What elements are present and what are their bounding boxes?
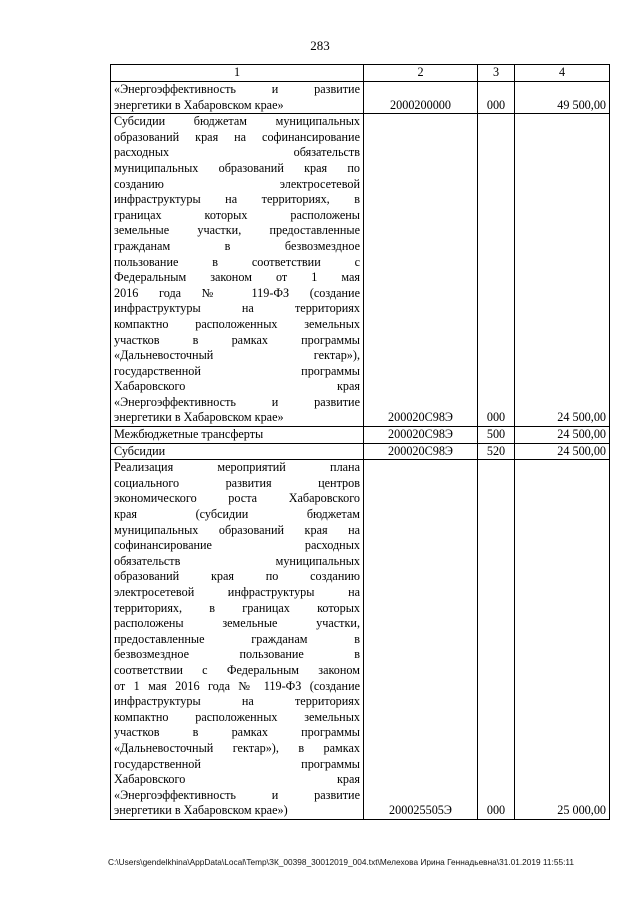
row-name-line: «Дальневосточный гектар»), в рамках bbox=[114, 740, 360, 755]
row-name-line: Реализация мероприятий плана bbox=[114, 460, 360, 475]
budget-table bbox=[110, 64, 610, 820]
column-header-1: 1 bbox=[111, 65, 364, 82]
row-code-cell: 200020С98Э bbox=[364, 427, 478, 444]
table-row bbox=[111, 460, 610, 820]
row-name-line: созданию электросетевой bbox=[114, 176, 360, 191]
row-name-line: социального развития центров bbox=[114, 475, 360, 490]
file-path-footer: C:\Users\gendelkhina\AppData\Local\Temp\ЗК_00398_30012019_004.txt\Мелехова Ирина Геннадьевна\31.01.2019 11:55:11 bbox=[108, 857, 574, 867]
row-name-cell bbox=[111, 460, 364, 820]
table-header-row bbox=[111, 65, 610, 82]
row-name-line: компактно расположенных земельных bbox=[114, 316, 360, 331]
table-row bbox=[111, 114, 610, 427]
table-row bbox=[111, 82, 610, 114]
row-name-line: «Энергоэффективность и развитие bbox=[114, 82, 360, 96]
row-name-line: безвозмездное пользование в bbox=[114, 647, 360, 662]
row-type-cell: 000 bbox=[478, 82, 515, 114]
row-name-line: экономического роста Хабаровского bbox=[114, 491, 360, 506]
row-amount-cell: 25 000,00 bbox=[515, 460, 610, 820]
row-name-line: пользование в соответствии с bbox=[114, 254, 360, 269]
row-name-line: границах которых расположены bbox=[114, 207, 360, 222]
row-name-line: участков в рамках программы bbox=[114, 725, 360, 740]
row-name-cell bbox=[111, 443, 364, 460]
row-name-line: земельные участки, предоставленные bbox=[114, 223, 360, 238]
row-amount-cell: 24 500,00 bbox=[515, 114, 610, 427]
row-name-line: «Дальневосточный гектар»), bbox=[114, 348, 360, 363]
row-code-cell: 2000200000 bbox=[364, 82, 478, 114]
row-name-line: государственной программы bbox=[114, 363, 360, 378]
row-amount-cell: 49 500,00 bbox=[515, 82, 610, 114]
row-name-line: образований края по созданию bbox=[114, 569, 360, 584]
row-name-line: обязательств муниципальных bbox=[114, 553, 360, 568]
row-name-line: расположены земельные участки, bbox=[114, 616, 360, 631]
row-name-line: образований края на софинансирование bbox=[114, 129, 360, 144]
row-name-line: Субсидии bbox=[114, 443, 166, 458]
row-type-cell: 520 bbox=[478, 443, 515, 460]
row-code-cell: 200020С98Э bbox=[364, 443, 478, 460]
row-name-line: соответствии с Федеральным законом bbox=[114, 662, 360, 677]
row-name-cell bbox=[111, 114, 364, 427]
row-name-line: энергетики в Хабаровском крае») bbox=[114, 803, 288, 818]
row-name-line: компактно расположенных земельных bbox=[114, 709, 360, 724]
row-name-line: Хабаровского края bbox=[114, 379, 360, 394]
row-amount-cell: 24 500,00 bbox=[515, 427, 610, 444]
row-code-cell: 200025505Э bbox=[364, 460, 478, 820]
row-name-line: муниципальных образований края на bbox=[114, 522, 360, 537]
row-name-line: расходных обязательств bbox=[114, 145, 360, 160]
row-name-line: инфраструктуры на территориях, в bbox=[114, 192, 360, 207]
row-name-line: инфраструктуры на территориях bbox=[114, 694, 360, 709]
row-name-line: «Энергоэффективность и развитие bbox=[114, 787, 360, 802]
row-name-line: софинансирование расходных bbox=[114, 538, 360, 553]
row-name-line: Хабаровского края bbox=[114, 772, 360, 787]
row-name-line: Субсидии бюджетам муниципальных bbox=[114, 114, 360, 129]
row-name-line: Межбюджетные трансферты bbox=[114, 427, 264, 442]
row-name-line: энергетики в Хабаровском крае» bbox=[114, 410, 284, 425]
row-name-line: края (субсидии бюджетам bbox=[114, 507, 360, 522]
row-name-line: гражданам в безвозмездное bbox=[114, 238, 360, 253]
row-name-line: государственной программы bbox=[114, 756, 360, 771]
row-name-line: муниципальных образований края по bbox=[114, 160, 360, 175]
page-number: 283 bbox=[310, 38, 330, 53]
row-name-line: территориях, в границах которых bbox=[114, 600, 360, 615]
row-name-line: инфраструктуры на территориях bbox=[114, 301, 360, 316]
column-header-4: 4 bbox=[515, 65, 610, 82]
row-type-cell: 000 bbox=[478, 114, 515, 427]
row-name-line: Федеральным законом от 1 мая bbox=[114, 270, 360, 285]
row-name-cell bbox=[111, 427, 364, 444]
row-name-line: предоставленные гражданам в bbox=[114, 631, 360, 646]
row-type-cell: 500 bbox=[478, 427, 515, 444]
row-name-line: «Энергоэффективность и развитие bbox=[114, 394, 360, 409]
table-body bbox=[111, 82, 610, 820]
row-name-line: электросетевой инфраструктуры на bbox=[114, 585, 360, 599]
row-amount-cell: 24 500,00 bbox=[515, 443, 610, 460]
row-type-cell: 000 bbox=[478, 460, 515, 820]
row-name-line: от 1 мая 2016 года № 119-ФЗ (создание bbox=[114, 678, 360, 693]
row-name-line: участков в рамках программы bbox=[114, 332, 360, 347]
row-name-line: 2016 года № 119-ФЗ (создание bbox=[114, 285, 360, 300]
table-row bbox=[111, 427, 610, 444]
row-code-cell: 200020С98Э bbox=[364, 114, 478, 427]
row-name-cell bbox=[111, 82, 364, 114]
column-header-3: 3 bbox=[478, 65, 515, 82]
row-name-line: энергетики в Хабаровском крае» bbox=[114, 97, 284, 112]
table-row bbox=[111, 443, 610, 460]
column-header-2: 2 bbox=[364, 65, 478, 82]
